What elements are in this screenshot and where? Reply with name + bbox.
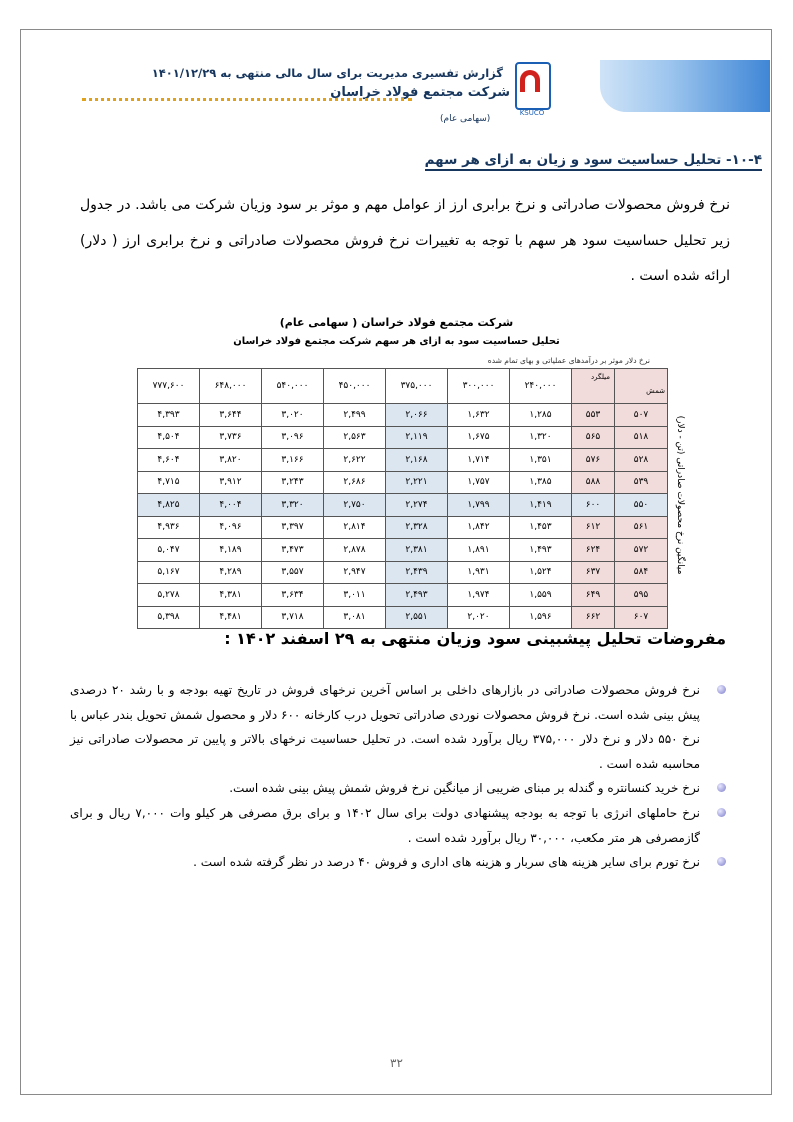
table-cell: ۴,۵۰۴	[138, 426, 200, 449]
table-cell: ۴,۰۰۴	[200, 494, 262, 517]
table-cell: ۱,۴۵۳	[510, 516, 572, 539]
table-cell: ۳,۶۴۴	[200, 404, 262, 427]
table-cell: ۶۰۰	[572, 494, 615, 517]
table-cell: ۴,۷۱۵	[138, 471, 200, 494]
header-divider	[82, 98, 412, 101]
table-cell: ۱,۳۵۱	[510, 449, 572, 472]
table-cell: ۴,۱۸۹	[200, 539, 262, 562]
column-header: ۲۴۰,۰۰۰	[510, 369, 572, 404]
table-cell: ۵۳۹	[615, 471, 668, 494]
table-row	[138, 584, 668, 607]
table-cell: ۱,۵۵۹	[510, 584, 572, 607]
table-cell: ۵۲۸	[615, 449, 668, 472]
table-cell: ۴,۲۸۹	[200, 561, 262, 584]
table-cell: ۴,۰۹۶	[200, 516, 262, 539]
table-cell: ۲,۰۶۶	[386, 404, 448, 427]
table-cell: ۳,۰۱۱	[324, 584, 386, 607]
table-cell: ۲,۴۳۹	[386, 561, 448, 584]
table-cell: ۲,۸۱۴	[324, 516, 386, 539]
assumption-text: نرخ فروش محصولات صادراتی در بازارهای داخلی بر اساس آخرین نرخهای فروش در تاریخ تهیه بودجه و با رشد ۲۰ درصدی پیش بینی شده است. نرخ فروش محصولات نوردی صادراتی تحویل درب کارخانه ۶۰۰ دلار و محصول شمش تحویل بندر عباس با نرخ ۵۵۰ دلار و نرخ دلار ۳۷۵,۰۰۰ ریال برآورد شده است. در تحلیل حساسیت نرخهای بالاتر و پایین تر محصولات صادراتی نیز محاسبه شده است .	[70, 683, 700, 771]
table-cell: ۵,۰۴۷	[138, 539, 200, 562]
column-header: ۴۵۰,۰۰۰	[324, 369, 386, 404]
table-cell: ۵,۱۶۷	[138, 561, 200, 584]
table-cell: ۱,۴۹۳	[510, 539, 572, 562]
table-cell: ۲,۵۶۳	[324, 426, 386, 449]
table-cell: ۳,۰۲۰	[262, 404, 324, 427]
table-cell: ۳,۲۴۳	[262, 471, 324, 494]
table-cell: ۲,۱۱۹	[386, 426, 448, 449]
table-cell: ۳,۳۲۰	[262, 494, 324, 517]
table-cell: ۲,۳۸۱	[386, 539, 448, 562]
table-cell: ۵۷۲	[615, 539, 668, 562]
company-name: شرکت مجتمع فولاد خراسان	[330, 85, 510, 100]
table-cell: ۳,۴۷۳	[262, 539, 324, 562]
table-title: شرکت مجتمع فولاد خراسان ( سهامی عام)	[279, 316, 514, 329]
column-header: ۷۷۷,۶۰۰	[138, 369, 200, 404]
table-cell: ۳,۵۵۷	[262, 561, 324, 584]
assumption-item	[70, 678, 712, 776]
assumption-text: نرخ حاملهای انرژی با توجه به بودجه پیشنهادی دولت برای سال ۱۴۰۲ و برای برق مصرفی هر کیلو وات ۷,۰۰۰ ریال و برای گازمصرفی هر متر مکعب، ۳۰,۰۰۰ ریال برآورد شده است .	[70, 805, 701, 845]
table-cell: ۶۴۹	[572, 584, 615, 607]
table-cell: ۲,۲۲۱	[386, 471, 448, 494]
table-row	[138, 494, 668, 517]
table-cell: ۲,۲۷۴	[386, 494, 448, 517]
logo-text: KSUCO	[519, 109, 545, 117]
table-cell: ۵۰۷	[615, 404, 668, 427]
table-cell: ۲,۱۶۸	[386, 449, 448, 472]
page-number: ۳۲	[390, 1056, 403, 1070]
table-cell: ۶۶۲	[572, 606, 615, 629]
table-cell: ۱,۶۷۵	[448, 426, 510, 449]
table-cell: ۱,۷۱۴	[448, 449, 510, 472]
assumption-text: نرخ تورم برای سایر هزینه های سربار و هزینه های اداری و فروش ۴۰ درصد در نظر گرفته شده است .	[193, 855, 700, 870]
bullet-icon	[717, 808, 726, 817]
table-cell: ۱,۴۱۹	[510, 494, 572, 517]
table-row	[138, 561, 668, 584]
table-row	[138, 426, 668, 449]
table-cell: ۵۵۳	[572, 404, 615, 427]
header-band	[600, 60, 770, 112]
table-row	[138, 539, 668, 562]
table-cell: ۱,۷۵۷	[448, 471, 510, 494]
logo-arch-icon	[520, 70, 540, 92]
table-cell: ۴,۳۸۱	[200, 584, 262, 607]
header-corner-milgerd	[572, 369, 615, 404]
table-cell: ۳,۱۶۶	[262, 449, 324, 472]
table-cell: ۳,۳۹۷	[262, 516, 324, 539]
table-cell: ۳,۰۹۶	[262, 426, 324, 449]
table-cell: ۱,۷۹۹	[448, 494, 510, 517]
table-cell: ۵۵۰	[615, 494, 668, 517]
column-header: ۳۷۵,۰۰۰	[386, 369, 448, 404]
table-row	[138, 606, 668, 629]
table-cell: ۱,۹۷۴	[448, 584, 510, 607]
table-cell: ۵۱۸	[615, 426, 668, 449]
table-cell: ۲,۴۹۳	[386, 584, 448, 607]
table-subtitle: تحلیل حساسیت سود به ازای هر سهم شرکت مجتمع فولاد خراسان	[233, 336, 560, 347]
table-cell: ۶۲۴	[572, 539, 615, 562]
company-type: (سهامی عام)	[440, 114, 491, 124]
table-cell: ۶۰۷	[615, 606, 668, 629]
table-row	[138, 471, 668, 494]
table-cell: ۵,۲۷۸	[138, 584, 200, 607]
assumption-item	[70, 801, 712, 850]
table-cell: ۶۱۲	[572, 516, 615, 539]
table-cell: ۳,۶۳۴	[262, 584, 324, 607]
assumptions-title: مفروضات تحلیل پیشبینی سود وزیان منتهی به ۲۹ اسفند ۱۴۰۲ :	[224, 629, 726, 648]
side-label-text: میانگین نرخ محصولات صادراتی (تن - دلار)	[675, 415, 685, 575]
table-cell: ۴,۴۸۱	[200, 606, 262, 629]
table-cell: ۵۷۶	[572, 449, 615, 472]
table-cell: ۲,۸۷۸	[324, 539, 386, 562]
table-cell: ۲,۹۴۷	[324, 561, 386, 584]
table-cell: ۱,۵۹۶	[510, 606, 572, 629]
sensitivity-table	[137, 368, 668, 629]
table-cell: ۵۸۴	[615, 561, 668, 584]
table-cell: ۵۸۸	[572, 471, 615, 494]
table-row	[138, 516, 668, 539]
table-cell: ۲,۷۵۰	[324, 494, 386, 517]
table-cell: ۴,۶۰۴	[138, 449, 200, 472]
table-cell: ۳,۸۲۰	[200, 449, 262, 472]
table-cell: ۳,۷۱۸	[262, 606, 324, 629]
table-cell: ۱,۹۳۱	[448, 561, 510, 584]
table-cell: ۱,۶۳۲	[448, 404, 510, 427]
table-cell: ۱,۸۹۱	[448, 539, 510, 562]
table-note: نرخ دلار موثر بر درآمدهای عملیاتی و بهای تمام شده	[487, 356, 650, 365]
table-cell: ۲,۴۹۹	[324, 404, 386, 427]
table-cell: ۳,۹۱۲	[200, 471, 262, 494]
table-cell: ۲,۵۵۱	[386, 606, 448, 629]
header-shamsh-label: شمش	[646, 387, 665, 395]
table-cell: ۵۹۵	[615, 584, 668, 607]
table-header-row	[138, 369, 668, 404]
table-cell: ۱,۸۴۲	[448, 516, 510, 539]
assumption-text: نرخ خرید کنسانتره و گندله بر مبنای ضریبی از میانگین نرخ فروش شمش پیش بینی شده است.	[229, 781, 700, 796]
report-title: گزارش تفسیری مدیریت برای سال مالی منتهی به ۱۴۰۱/۱۲/۲۹	[151, 66, 503, 80]
table-cell: ۳,۷۳۶	[200, 426, 262, 449]
column-header: ۶۴۸,۰۰۰	[200, 369, 262, 404]
bullet-icon	[717, 685, 726, 694]
table-cell: ۱,۳۸۵	[510, 471, 572, 494]
table-cell: ۲,۳۲۸	[386, 516, 448, 539]
column-header: ۵۴۰,۰۰۰	[262, 369, 324, 404]
header-corner-shamsh	[615, 369, 668, 404]
assumptions-list	[70, 678, 712, 875]
table-cell: ۴,۹۳۶	[138, 516, 200, 539]
table-cell: ۵۶۵	[572, 426, 615, 449]
assumption-item	[70, 850, 712, 875]
section-heading: ۱۰-۴- تحلیل حساسیت سود و زیان به ازای هر سهم	[425, 152, 762, 171]
table-cell: ۶۳۷	[572, 561, 615, 584]
table-cell: ۴,۸۲۵	[138, 494, 200, 517]
table-row	[138, 404, 668, 427]
table-row	[138, 449, 668, 472]
table-cell: ۳,۰۸۱	[324, 606, 386, 629]
table-cell: ۲,۶۸۶	[324, 471, 386, 494]
table-side-label	[672, 402, 688, 588]
header-milgerd-label: میلگرد	[590, 373, 610, 381]
table-cell: ۲,۰۲۰	[448, 606, 510, 629]
table-cell: ۱,۵۲۴	[510, 561, 572, 584]
table-cell: ۵,۳۹۸	[138, 606, 200, 629]
assumption-item	[70, 776, 712, 801]
table-cell: ۱,۲۸۵	[510, 404, 572, 427]
table-cell: ۱,۳۲۰	[510, 426, 572, 449]
table-cell: ۴,۳۹۳	[138, 404, 200, 427]
table-cell: ۵۶۱	[615, 516, 668, 539]
section-paragraph: نرخ فروش محصولات صادراتی و نرخ برابری ارز از عوامل مهم و موثر بر سود وزیان شرکت می باشد. در جدول زیر تحلیل حساسیت سود هر سهم با توجه به تغییرات نرخ فروش محصولات صادراتی و نرخ برابری ارز ( دلار) ارائه شده است .	[80, 197, 730, 285]
table-cell: ۲,۶۲۲	[324, 449, 386, 472]
column-header: ۳۰۰,۰۰۰	[448, 369, 510, 404]
